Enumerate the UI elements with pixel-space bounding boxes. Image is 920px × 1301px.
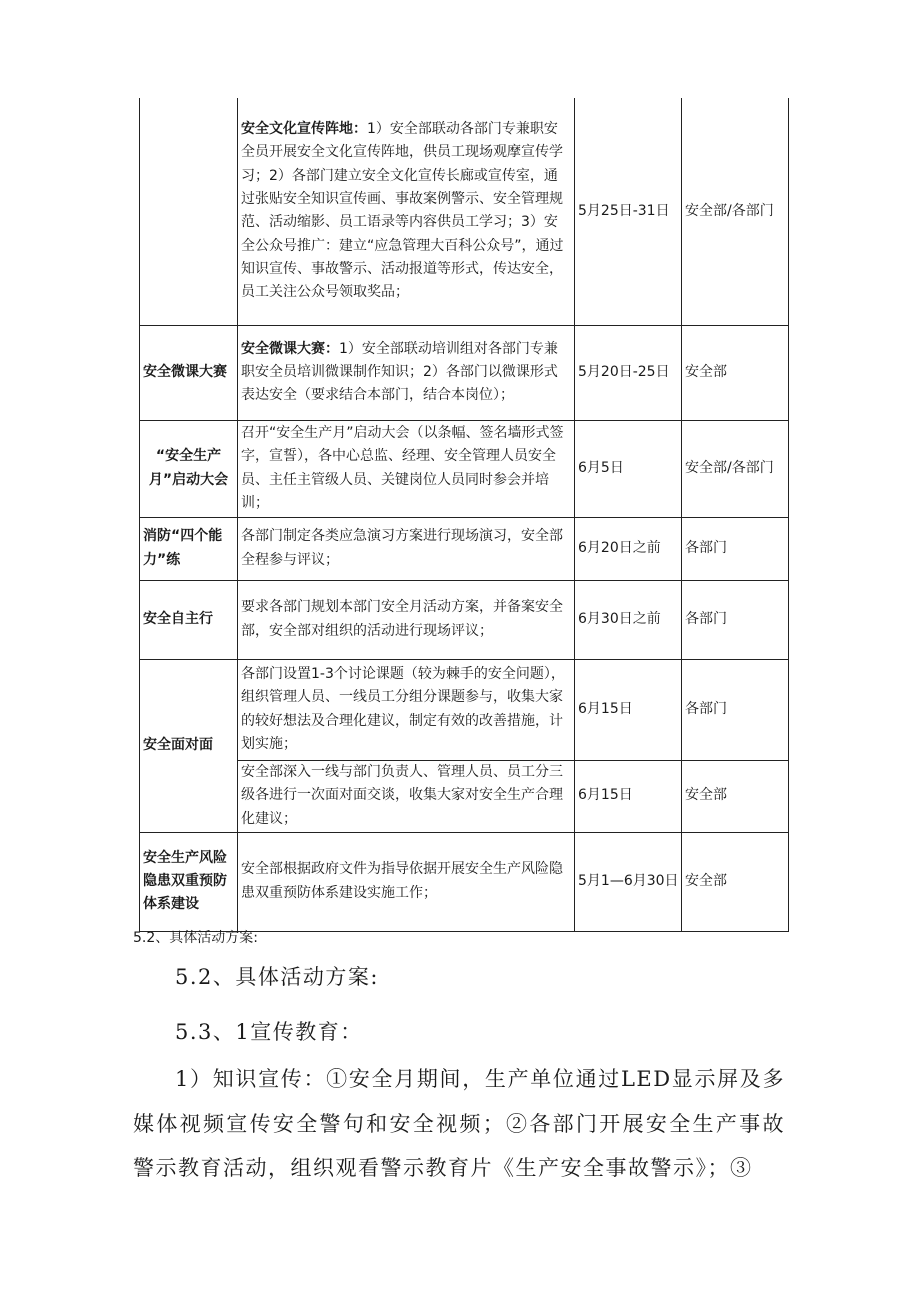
activity-time-cell: 5月25日-31日: [575, 98, 682, 325]
activity-time-cell: 5月1—6月30日: [575, 832, 682, 931]
section-heading-small: 5.2、具体活动方案:: [133, 930, 258, 946]
activity-dept-cell: 安全部: [682, 325, 789, 420]
table-row: [140, 420, 789, 517]
activity-content-title: 安全微课大赛：: [241, 340, 339, 357]
activity-name-cell: 安全生产风险隐患双重预防体系建设: [140, 832, 238, 931]
activity-time-cell: 5月20日-25日: [575, 325, 682, 420]
table-row: [140, 659, 789, 760]
activity-table: [139, 98, 789, 932]
knowledge-publicity-paragraph: 1）知识宣传：①安全月期间，生产单位通过LED显示屏及多媒体视频宣传安全警句和安全视频；②各部门开展安全生产事故警示教育活动，组织观看警示教育片《生产安全事故警示》；③: [133, 1067, 785, 1180]
activity-name-cell: “安全生产月”启动大会: [140, 420, 238, 517]
activity-dept-cell: 安全部/各部门: [682, 98, 789, 325]
activity-time-cell: 6月5日: [575, 420, 682, 517]
activity-time-cell: 6月15日: [575, 659, 682, 760]
activity-content-cell: 各部门制定各类应急演习方案进行现场演习，安全部全程参与评议；: [238, 517, 575, 580]
activity-content-text: 1）安全部联动各部门专兼职安全员开展安全文化宣传阵地，供员工现场观摩宣传学习；2）各部门建立安全文化宣传长廊或宣传室，通过张贴安全知识宣传画、事故案例警示、安全管理规范、活动缩影、员工语录等内容供员工学习；3）安全公众号推广：建立“应急管理大百科公众号”，通过知识宣传、事故警示、活动报道等形式，传达安全，员工关注公众号领取奖品；: [241, 121, 564, 301]
activity-time-cell: 6月20日之前: [575, 517, 682, 580]
table-row: [140, 517, 789, 580]
activity-content-cell: 各部门设置1-3个讨论课题（较为棘手的安全问题），组织管理人员、一线员工分组分课题参与，收集大家的较好想法及合理化建议，制定有效的改善措施，计划实施；: [238, 659, 575, 760]
activity-content-cell: [238, 325, 575, 420]
activity-dept-cell: 各部门: [682, 517, 789, 580]
activity-name-cell: 安全自主行: [140, 580, 238, 659]
activity-content-cell: 安全部根据政府文件为指导依据开展安全生产风险隐患双重预防体系建设实施工作；: [238, 832, 575, 931]
activity-name-cell: 安全微课大赛: [140, 325, 238, 420]
table-row: [140, 832, 789, 931]
activity-content-text: 1）安全部联动培训组对各部门专兼职安全员培训微课制作知识；2）各部门以微课形式表达安全（要求结合本部门，结合本岗位）；: [241, 340, 558, 404]
activity-name-cell: [140, 98, 238, 325]
activity-content-cell: 要求各部门规划本部门安全月活动方案，并备案安全部，安全部对组织的活动进行现场评议；: [238, 580, 575, 659]
table-row: [140, 580, 789, 659]
activity-content-title: 安全文化宣传阵地：: [241, 121, 367, 138]
activity-name-cell: 安全面对面: [140, 659, 238, 832]
table-row: [140, 98, 789, 325]
activity-dept-cell: 安全部/各部门: [682, 420, 789, 517]
activity-time-cell: 6月30日之前: [575, 580, 682, 659]
activity-content-cell: 召开“安全生产月”启动大会（以条幅、签名墙形式签字，宣誓），各中心总监、经理、安全管理人员安全员、主任主管级人员、关键岗位人员同时参会并培训；: [238, 420, 575, 517]
table-row: [140, 325, 789, 420]
activity-time-cell: 6月15日: [575, 760, 682, 832]
activity-content-cell: [238, 98, 575, 325]
activity-content-cell: 安全部深入一线与部门负责人、管理人员、员工分三级各进行一次面对面交谈，收集大家对安全生产合理化建议；: [238, 760, 575, 832]
section-heading-5-3: 5.3、1宣传教育：: [175, 1020, 363, 1044]
activity-dept-cell: 各部门: [682, 659, 789, 760]
section-heading-5-2: 5.2、具体活动方案:: [175, 965, 379, 989]
activity-name-cell: 消防“四个能力”练: [140, 517, 238, 580]
activity-dept-cell: 各部门: [682, 580, 789, 659]
table-row: [140, 760, 789, 832]
activity-dept-cell: 安全部: [682, 760, 789, 832]
activity-dept-cell: 安全部: [682, 832, 789, 931]
